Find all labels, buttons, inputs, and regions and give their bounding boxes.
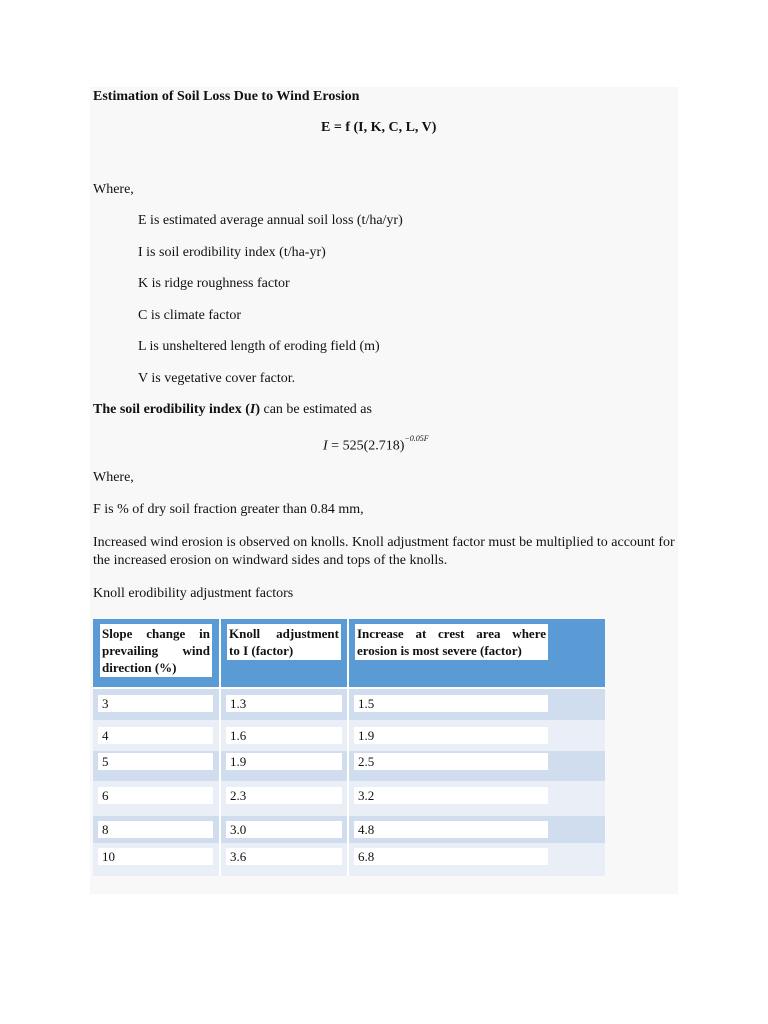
cell-crest: 1.9 [354,727,548,744]
wind-erosion-equation: E = f (I, K, C, L, V) [321,120,437,135]
where-label: Where, [93,182,134,197]
cell-knoll: 3.0 [226,821,342,838]
header-crest-increase: Increase at crest area where erosion is most severe (factor) [357,626,546,658]
cell-crest: 3.2 [354,787,548,804]
definition-i: I is soil erodibility index (t/ha-yr) [138,245,326,260]
table-header-row [93,619,605,687]
definition-l: L is unsheltered length of eroding field (m) [138,339,380,354]
erodibility-index-formula: $I = 525(2.718)^{-0.05F}$ [323,434,429,454]
cell-crest: 1.5 [354,695,548,712]
cell-knoll: 1.6 [226,727,342,744]
erodibility-index-bold: The soil erodibility index (I) [93,402,260,417]
definition-e: E is estimated average annual soil loss (t/ha/yr) [138,213,403,228]
definition-c: C is climate factor [138,308,242,323]
erodibility-index-intro: The soil erodibility index (I) can be estimated as [93,402,372,417]
document-title: Estimation of Soil Loss Due to Wind Erosion [93,89,360,104]
definition-v: V is vegetative cover factor. [138,371,296,386]
table-row [93,720,605,751]
cell-crest: 4.8 [354,821,548,838]
where-label-2: Where, [93,470,134,485]
cell-knoll: 2.3 [226,787,342,804]
header-knoll-adjustment: Knoll adjustment to I (factor) [229,626,339,658]
cell-slope: 4 [98,727,213,744]
definition-k: K is ridge roughness factor [138,276,290,291]
table-row [93,843,605,876]
cell-slope: 6 [98,787,213,804]
table-row [93,689,605,720]
cell-knoll: 1.9 [226,753,342,770]
definition-f: F is % of dry soil fraction greater than 0.84 mm, [93,502,364,517]
cell-knoll: 3.6 [226,848,342,865]
cell-crest: 2.5 [354,753,548,770]
table-caption: Knoll erodibility adjustment factors [93,586,294,601]
table-row [93,781,605,816]
table-row [93,751,605,781]
cell-slope: 8 [98,821,213,838]
knoll-paragraph: Increased wind erosion is observed on knolls. Knoll adjustment factor must be multiplied to account for the increased erosion on windward sides and tops of the knolls. [93,535,675,568]
table-row [93,816,605,843]
cell-slope: 10 [98,848,213,865]
cell-crest: 6.8 [354,848,548,865]
cell-knoll: 1.3 [226,695,342,712]
cell-slope: 3 [98,695,213,712]
cell-slope: 5 [98,753,213,770]
header-slope-change: Slope change in prevailing wind direction (%) [102,626,210,675]
